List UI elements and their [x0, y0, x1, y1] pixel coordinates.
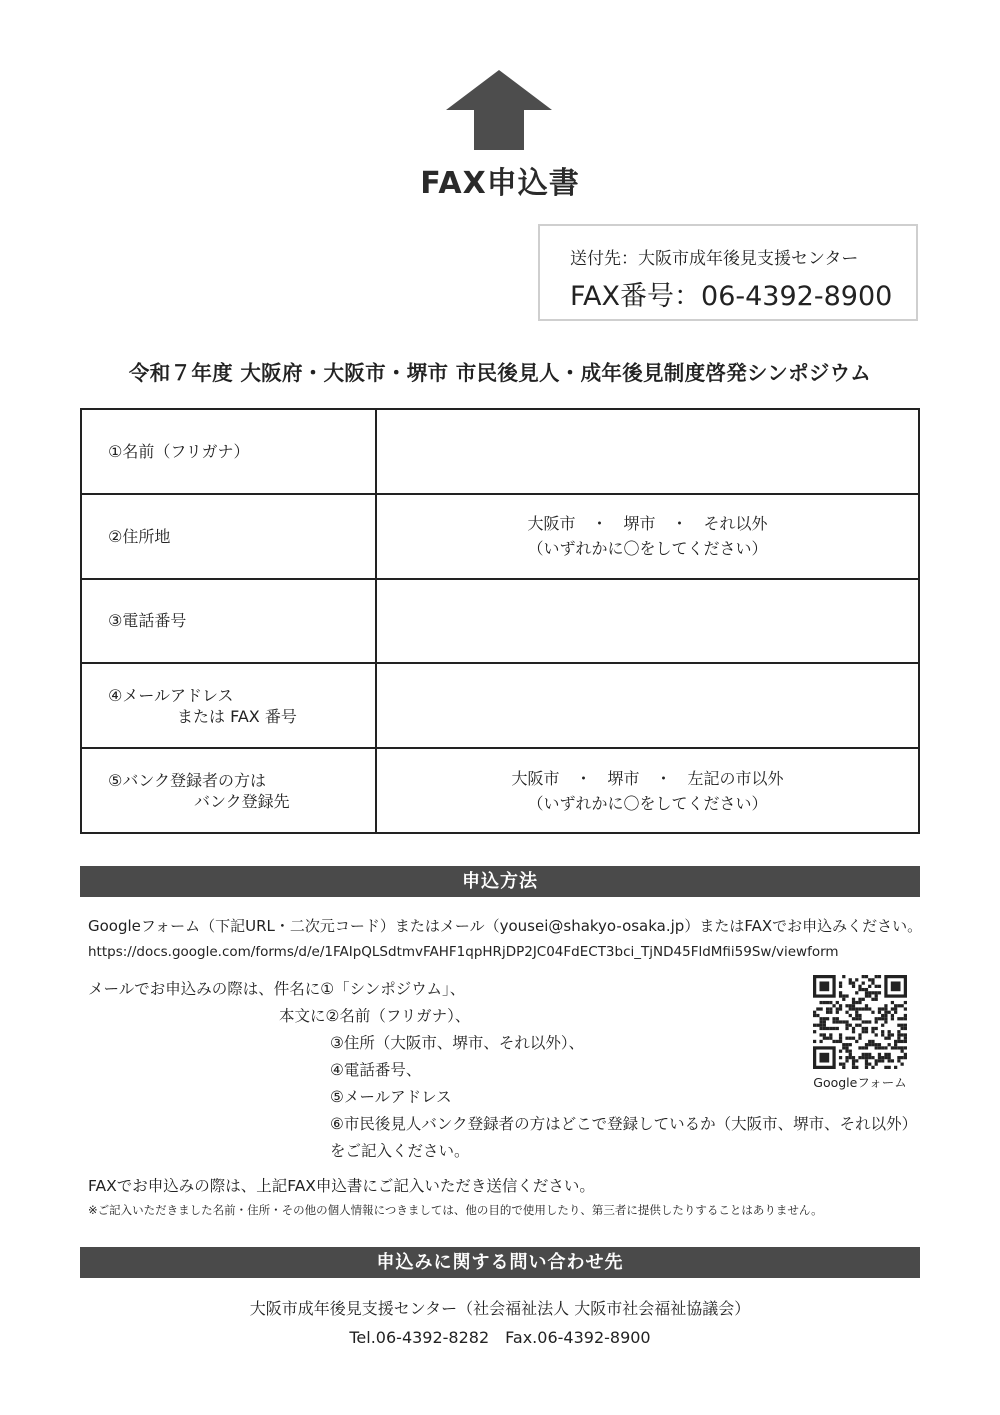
- row4-label: ④メールアドレス: [108, 685, 234, 705]
- application-form: [80, 408, 920, 834]
- row5-label-sub: バンク登録先: [194, 791, 290, 811]
- fax-instruction: FAXでお申込みの際は、上記FAX申込書にご記入いただき送信ください。: [88, 1177, 595, 1195]
- privacy-note: ※ご記入いただきました名前・住所・その他の個人情報につきましては、他の目的で使用したり、第三者に提供したりすることはありません。: [88, 1203, 823, 1217]
- email-fax-input[interactable]: [376, 663, 919, 748]
- fax-number: 06-4392-8900: [701, 281, 893, 312]
- address-choice[interactable]: [376, 494, 919, 579]
- form-row: [81, 579, 919, 664]
- form-label: [81, 748, 376, 833]
- row3-label: ③電話番号: [108, 611, 187, 631]
- contact-org: 大阪市成年後見支援センター（社会福祉法人 大阪市社会福祉協議会）: [249, 1299, 751, 1318]
- row4-label-sub: または FAX 番号: [177, 706, 297, 726]
- up-arrow-icon: [446, 70, 552, 150]
- bank-choice[interactable]: [376, 748, 919, 833]
- mail-line-5: ⑤メールアドレス: [330, 1088, 452, 1106]
- form-label: [81, 663, 376, 748]
- address-options: 大阪市 ・ 堺市 ・ それ以外: [527, 514, 768, 534]
- method-heading: 申込方法: [80, 866, 920, 897]
- fax-number-line: [570, 274, 892, 313]
- form-row: [81, 748, 919, 833]
- mail-line-1: メールでお申込みの際は、件名に①「シンポジウム」、: [88, 980, 466, 998]
- row1-label: ①名前（フリガナ）: [108, 441, 250, 461]
- row5-label: ⑤バンク登録者の方は: [108, 770, 267, 790]
- phone-input[interactable]: [376, 579, 919, 664]
- form-label: [81, 579, 376, 664]
- form-row: [81, 409, 919, 494]
- send-to-box: [538, 224, 918, 321]
- name-input[interactable]: [376, 409, 919, 494]
- qr-code[interactable]: [813, 975, 907, 1069]
- page-title: FAX申込書: [420, 166, 580, 201]
- form-row: [81, 494, 919, 579]
- contact-heading: 申込みに関する問い合わせ先: [80, 1247, 920, 1278]
- form-url[interactable]: https://docs.google.com/forms/d/e/1FAIpQLSdtmvFAHF1qpHRjDP2JC04FdECT3bci_TjND45FldMfii59Sw/viewform: [88, 944, 839, 960]
- mail-line-6: ⑥市民後見人バンク登録者の方はどこで登録しているか（大阪市、堺市、それ以外）: [330, 1115, 918, 1133]
- contact-tel: Tel.06-4392-8282: [349, 1328, 490, 1347]
- send-destination: 送付先：大阪市成年後見支援センター: [570, 249, 859, 269]
- form-label: [81, 494, 376, 579]
- mail-line-2: 本文に②名前（フリガナ）、: [279, 1007, 471, 1025]
- form-label: [81, 409, 376, 494]
- row2-label: ②住所地: [108, 526, 171, 546]
- event-title: 令和７年度 大阪府・大阪市・堺市 市民後見人・成年後見制度啓発シンポジウム: [128, 361, 872, 385]
- contact-fax: Fax.06-4392-8900: [505, 1328, 651, 1347]
- contact-phone-line: [0, 1325, 1000, 1348]
- form-row: [81, 663, 919, 748]
- fax-label: FAX番号：: [570, 281, 702, 312]
- qr-label: Googleフォーム: [813, 1075, 907, 1090]
- address-instruction: （いずれかに〇をしてください）: [527, 539, 768, 559]
- mail-line-3: ③住所（大阪市、堺市、それ以外）、: [330, 1034, 585, 1052]
- mail-line-4: ④電話番号、: [330, 1061, 422, 1079]
- bank-options: 大阪市 ・ 堺市 ・ 左記の市以外: [511, 768, 784, 788]
- method-intro: Googleフォーム（下記URL・二次元コード）またはメール（yousei@shakyo-osaka.jp）またはFAXでお申込みください。: [88, 917, 923, 935]
- bank-instruction: （いずれかに〇をしてください）: [527, 793, 768, 813]
- mail-line-7: をご記入ください。: [330, 1142, 470, 1160]
